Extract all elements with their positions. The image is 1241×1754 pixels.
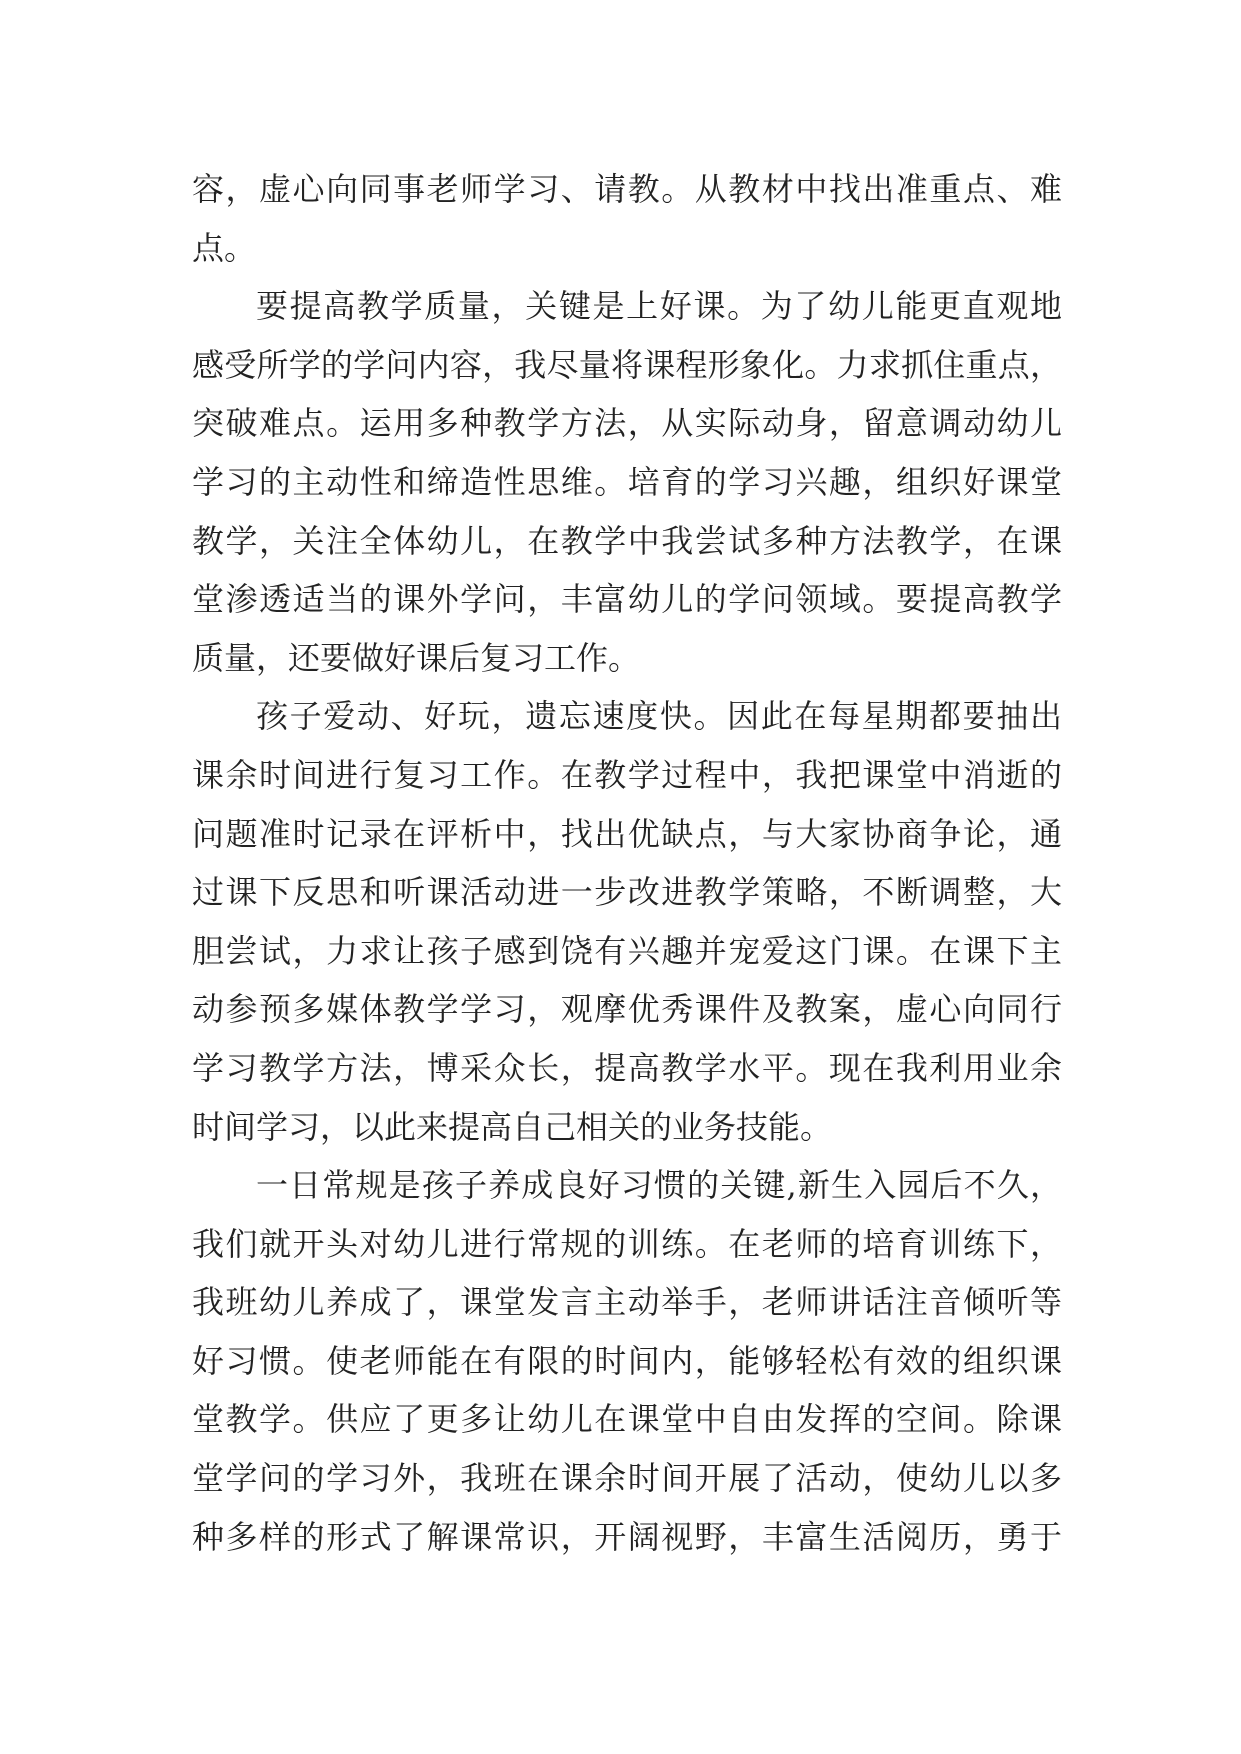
text-line: 教学，关注全体幼儿，在教学中我尝试多种方法教学，在课 (192, 521, 1062, 560)
text-line: 课余时间进行复习工作。在教学过程中，我把课堂中消逝的 (192, 755, 1062, 794)
text-line: 容，虚心向同事老师学习、请教。从教材中找出准重点、难 (192, 170, 1062, 208)
paragraph-first-line: 要提高教学质量，关键是上好课。为了幼儿能更直观地 (256, 287, 1062, 326)
text-line: 堂渗透适当的课外学问，丰富幼儿的学问领域。要提高教学 (192, 580, 1062, 619)
text-line: 好习惯。使老师能在有限的时间内，能够轻松有效的组织课 (192, 1341, 1062, 1380)
text-line: 堂教学。供应了更多让幼儿在课堂中自由发挥的空间。除课 (192, 1400, 1062, 1439)
text-line: 学习教学方法，博采众长，提高教学水平。现在我利用业余 (192, 1048, 1062, 1087)
text-line: 点。 (192, 228, 257, 267)
text-line: 动参预多媒体教学学习，观摩优秀课件及教案，虚心向同行 (192, 990, 1062, 1029)
paragraph-first-line: 一日常规是孩子养成良好习惯的关键,新生入园后不久， (256, 1166, 1062, 1205)
text-line: 感受所学的学问内容，我尽量将课程形象化。力求抓住重点， (192, 345, 1062, 384)
text-line: 堂学问的学习外，我班在课余时间开展了活动，使幼儿以多 (192, 1459, 1062, 1498)
text-line: 学习的主动性和缔造性思维。培育的学习兴趣，组织好课堂 (192, 462, 1062, 501)
text-line: 时间学习，以此来提高自己相关的业务技能。 (192, 1107, 833, 1146)
text-line: 问题准时记录在评析中，找出优缺点，与大家协商争论，通 (192, 814, 1062, 853)
text-line: 我们就开头对幼儿进行常规的训练。在老师的培育训练下， (192, 1224, 1062, 1263)
text-line: 过课下反思和听课活动进一步改进教学策略，不断调整，大 (192, 873, 1062, 912)
text-line: 种多样的形式了解课常识，开阔视野，丰富生活阅历，勇于 (192, 1517, 1062, 1556)
text-line: 突破难点。运用多种教学方法，从实际动身，留意调动幼儿 (192, 404, 1062, 443)
paragraph-first-line: 孩子爱动、好玩，遗忘速度快。因此在每星期都要抽出 (256, 697, 1062, 736)
body-text (192, 160, 1062, 1566)
text-line: 胆尝试，力求让孩子感到饶有兴趣并宠爱这门课。在课下主 (192, 931, 1062, 970)
text-line: 我班幼儿养成了，课堂发言主动举手，老师讲话注音倾听等 (192, 1283, 1062, 1322)
text-line: 质量，还要做好课后复习工作。 (192, 638, 641, 677)
